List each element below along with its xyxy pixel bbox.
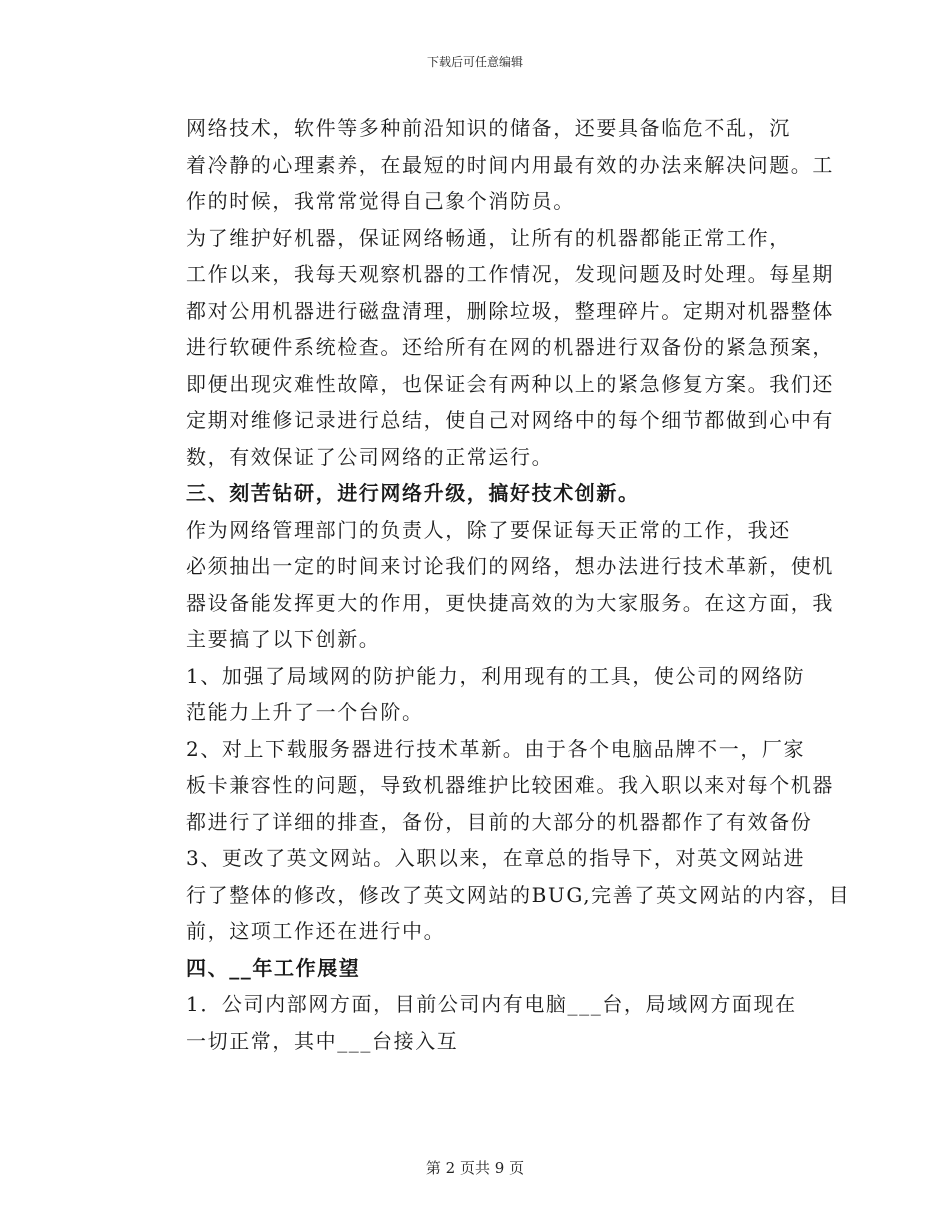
text-line: 必须抽出一定的时间来讨论我们的网络，想办法进行技术革新，使机	[186, 554, 834, 578]
page-number: 第 2 页共 9 页	[425, 1159, 525, 1177]
text-line: 板卡兼容性的问题，导致机器维护比较困难。我入职以来对每个机器	[186, 773, 834, 797]
text-line: 即便出现灾难性故障，也保证会有两种以上的紧急修复方案。我们还	[186, 371, 834, 396]
text-line: 一切正常，其中___台接入互	[186, 1028, 459, 1053]
text-line: 2、对上下载服务器进行技术革新。由于各个电脑品牌不一，厂家	[186, 736, 806, 761]
paragraph	[143, 110, 834, 220]
text-line: 都进行了详细的排查，备份，目前的大部分的机器都作了有效备份	[186, 809, 813, 834]
text-line: 器设备能发挥更大的作用，更快捷高效的为大家服务。在这方面，我	[186, 590, 834, 615]
text-line: 3、更改了英文网站。入职以来，在章总的指导下，对英文网站进	[186, 846, 806, 870]
paragraph	[143, 658, 808, 731]
text-line: 定期对维修记录进行总结，使自己对网络中的每个细节都做到心中有	[186, 408, 834, 432]
paragraph	[143, 840, 851, 950]
text-line: 四、__年工作展望	[186, 955, 361, 980]
paragraph	[143, 731, 834, 841]
text-line: 着冷静的心理素养，在最短的时间内用最有效的办法来解决问题。工	[186, 152, 834, 177]
text-line: 工作以来，我每天观察机器的工作情况，发现问题及时处理。每星期	[186, 262, 834, 286]
text-line: 1．公司内部网方面，目前公司内有电脑___台，局域网方面现在	[186, 992, 797, 1016]
document-body	[143, 110, 851, 1059]
section-heading	[143, 475, 808, 512]
paragraph	[143, 986, 808, 1059]
text-line: 作的时候，我常常觉得自己象个消防员。	[186, 189, 575, 213]
text-line: 范能力上升了一个台阶。	[186, 700, 424, 724]
text-line: 进行软硬件系统检查。还给所有在网的机器进行双备份的紧急预案，	[186, 335, 834, 359]
section-heading	[143, 950, 808, 987]
text-line: 前，这项工作还在进行中。	[186, 919, 446, 943]
paragraph	[143, 512, 834, 658]
text-line: 为了维护好机器，保证网络畅通，让所有的机器都能正常工作，	[186, 225, 791, 250]
text-line: 三、刻苦钻研，进行网络升级，搞好技术创新。	[186, 481, 640, 505]
text-line: 行了整体的修改，修改了英文网站的BUG,完善了英文网站的内容，目	[186, 882, 851, 907]
text-line: 主要搞了以下创新。	[186, 627, 381, 651]
text-line: 数，有效保证了公司网络的正常运行。	[186, 444, 554, 469]
paragraph	[143, 220, 834, 476]
page-header: 下载后可任意编辑	[426, 55, 523, 69]
text-line: 作为网络管理部门的负责人，除了要保证每天正常的工作，我还	[186, 517, 791, 542]
text-line: 网络技术，软件等多种前沿知识的储备，还要具备临危不乱，沉	[186, 116, 791, 140]
text-line: 1、加强了局域网的防护能力，利用现有的工具，使公司的网络防	[186, 663, 806, 688]
text-line: 都对公用机器进行磁盘清理，删除垃圾，整理碎片。定期对机器整体	[186, 298, 834, 323]
